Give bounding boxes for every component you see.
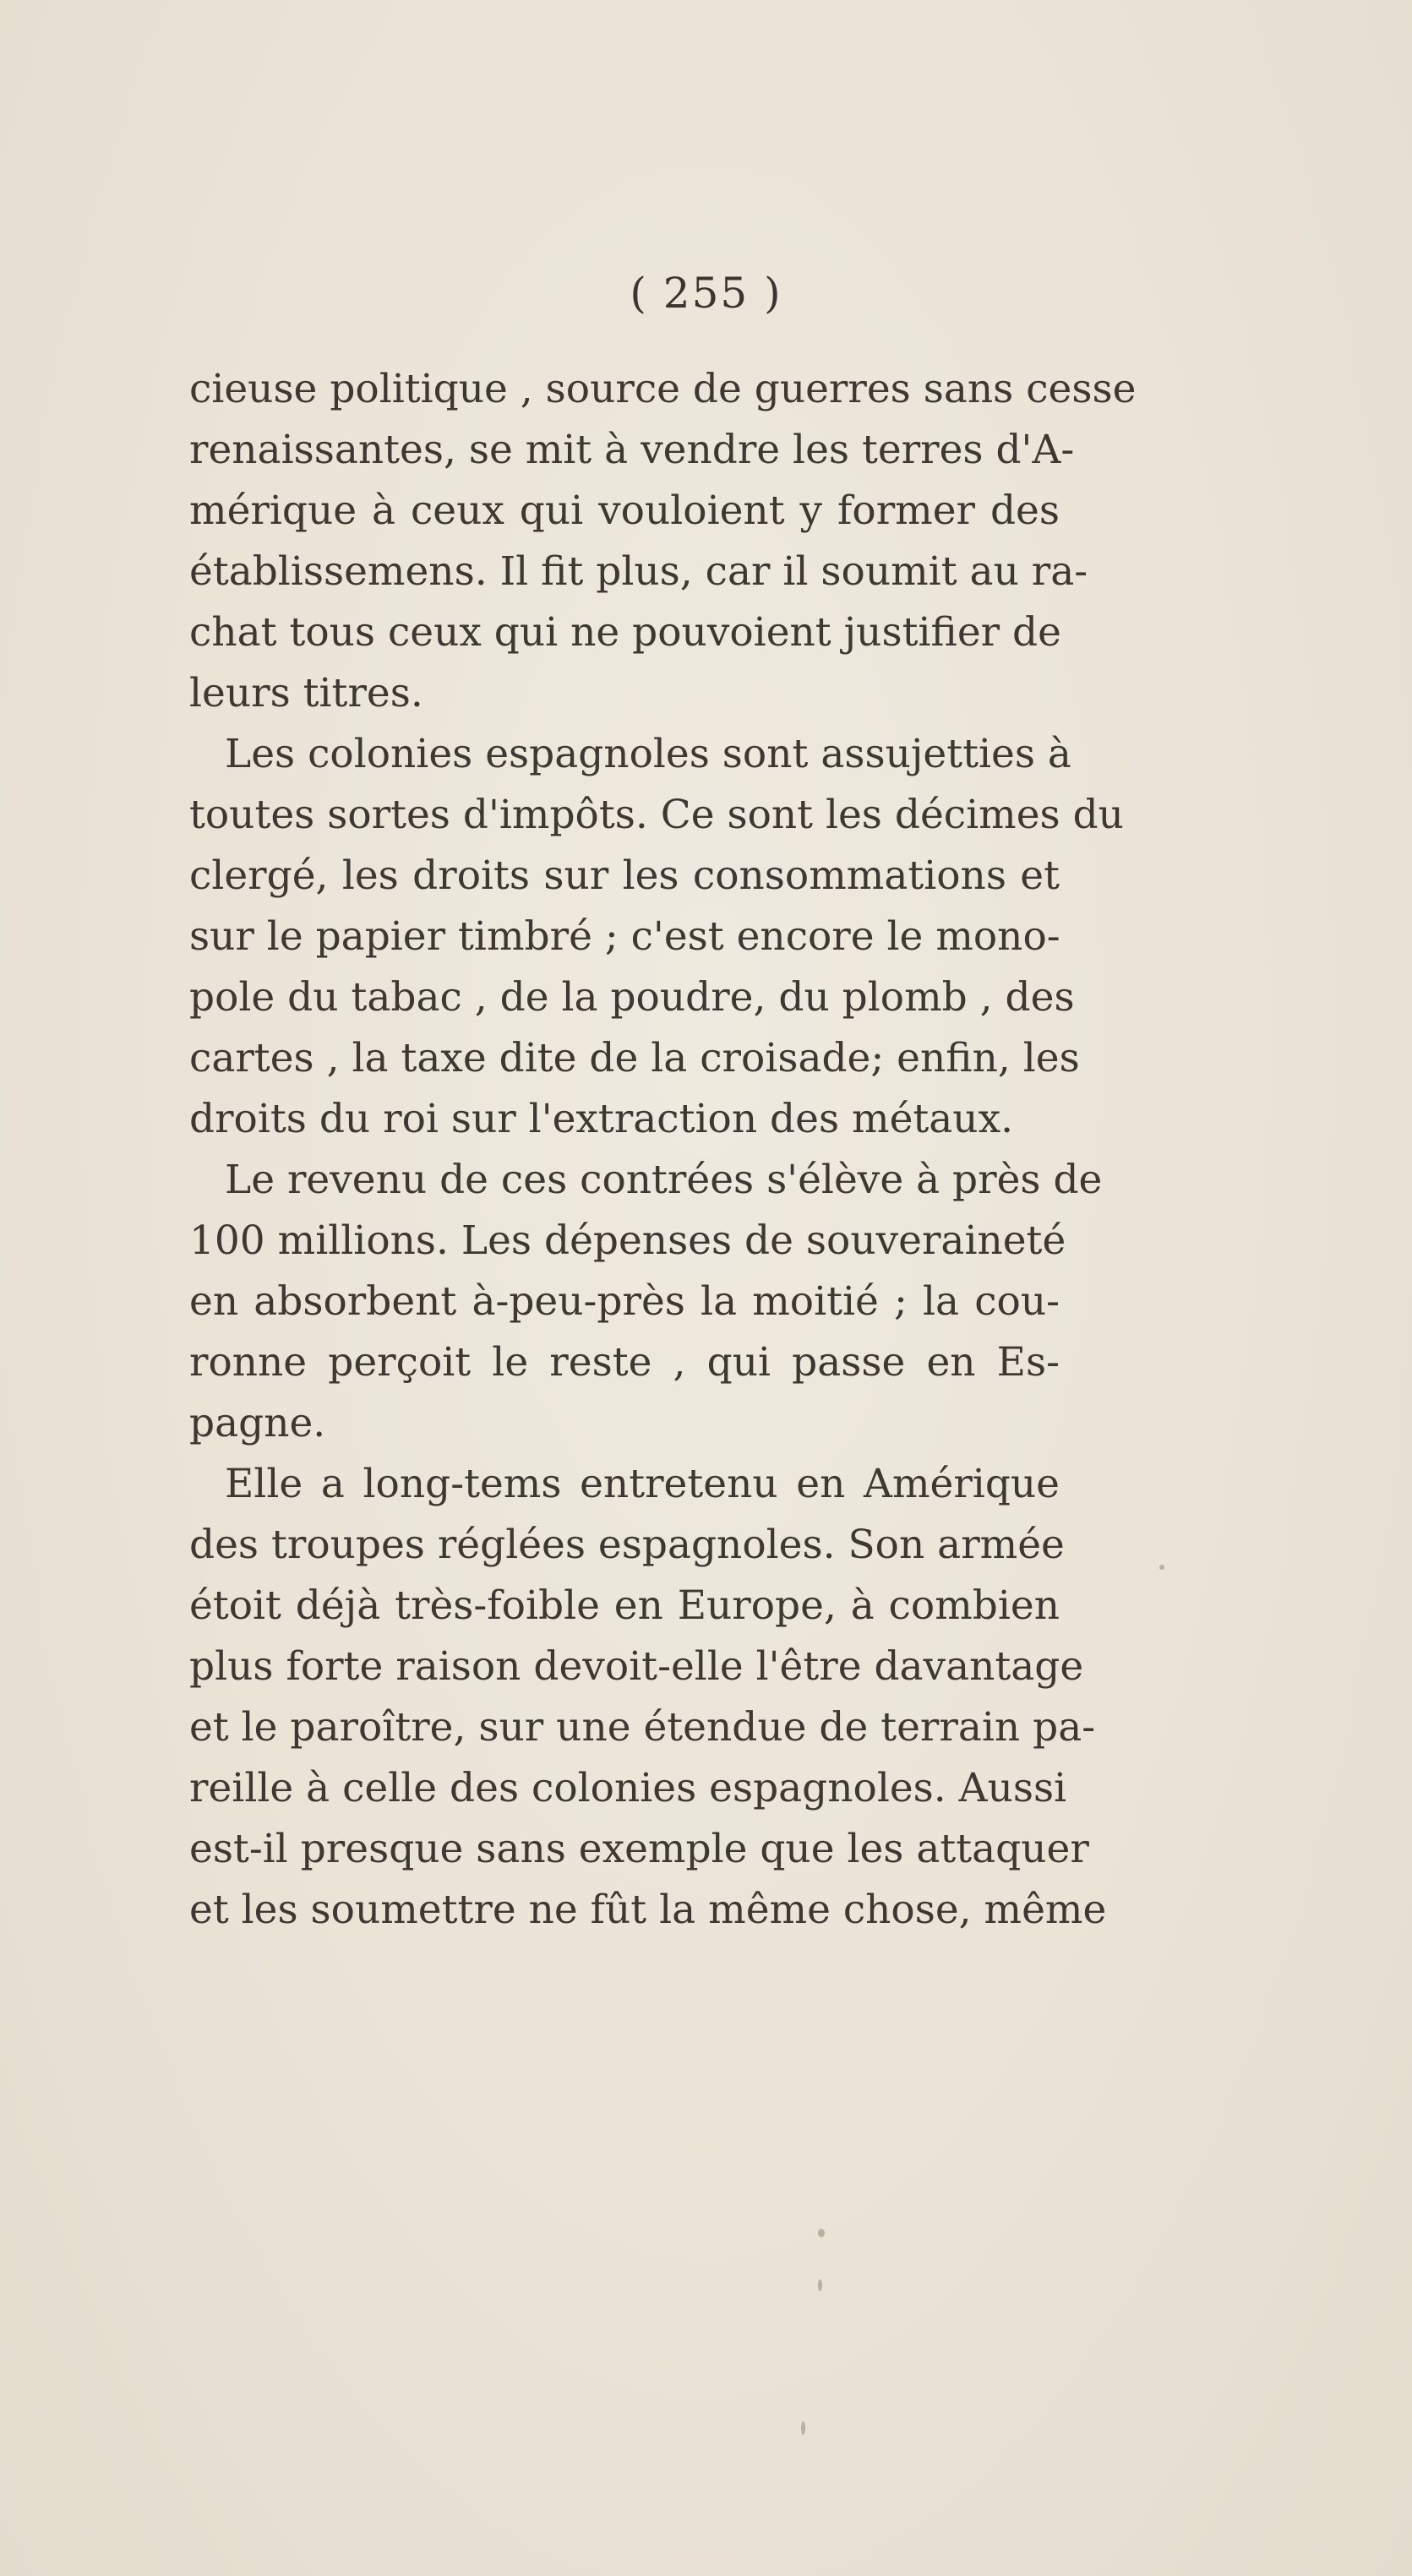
text-line: étoit déjà très-foible en Europe, à combien [189, 1582, 1060, 1629]
text-line: établissemens. Il fit plus, car il soumit au ra- [189, 548, 1088, 595]
paper-speck [818, 2279, 822, 2291]
body-text [189, 359, 1137, 1941]
text-line: et les soumettre ne fût la même chose, même [189, 1887, 1107, 1933]
text-line: reille à celle des colonies espagnoles. Aussi [189, 1765, 1067, 1811]
text-line: toutes sortes d'impôts. Ce sont les décimes du [189, 792, 1124, 838]
paper-speck [818, 2229, 825, 2237]
page-number-header: ( 255 ) [630, 269, 782, 318]
text-line: et le paroître, sur une étendue de terrain pa- [189, 1704, 1096, 1751]
paper-speck [1159, 1565, 1164, 1570]
text-line: des troupes réglées espagnoles. Son armée [189, 1522, 1065, 1568]
text-line: est-il presque sans exemple que les attaquer [189, 1826, 1089, 1872]
text-line: mérique à ceux qui vouloient y former des [189, 487, 1060, 534]
text-line: cieuse politique , source de guerres sans cesse [189, 366, 1137, 412]
text-line: droits du roi sur l'extraction des métaux. [189, 1096, 1014, 1142]
paper-speck [801, 2421, 805, 2435]
paragraph-start-line: Elle a long-tems entretenu en Amérique [225, 1461, 1060, 1507]
text-line: renaissantes, se mit à vendre les terres d'A- [189, 427, 1075, 473]
text-line: chat tous ceux qui ne pouvoient justifier de [189, 609, 1061, 656]
text-line: plus forte raison devoit-elle l'être davantage [189, 1643, 1084, 1690]
text-line: sur le papier timbré ; c'est encore le mono- [189, 913, 1060, 960]
text-line: leurs titres. [189, 670, 423, 716]
text-line: ronne perçoit le reste , qui passe en Es- [189, 1339, 1060, 1386]
text-line: cartes , la taxe dite de la croisade; enfin, les [189, 1035, 1080, 1081]
text-line: clergé, les droits sur les consommations et [189, 852, 1060, 899]
text-line: pagne. [189, 1400, 326, 1446]
paragraph-start-line: Les colonies espagnoles sont assujetties à [225, 731, 1071, 777]
text-line: en absorbent à-peu-près la moitié ; la cou- [189, 1278, 1060, 1325]
text-line: pole du tabac , de la poudre, du plomb , des [189, 974, 1075, 1021]
text-line: 100 millions. Les dépenses de souveraineté [189, 1217, 1066, 1264]
paragraph-start-line: Le revenu de ces contrées s'élève à près de [225, 1157, 1103, 1203]
